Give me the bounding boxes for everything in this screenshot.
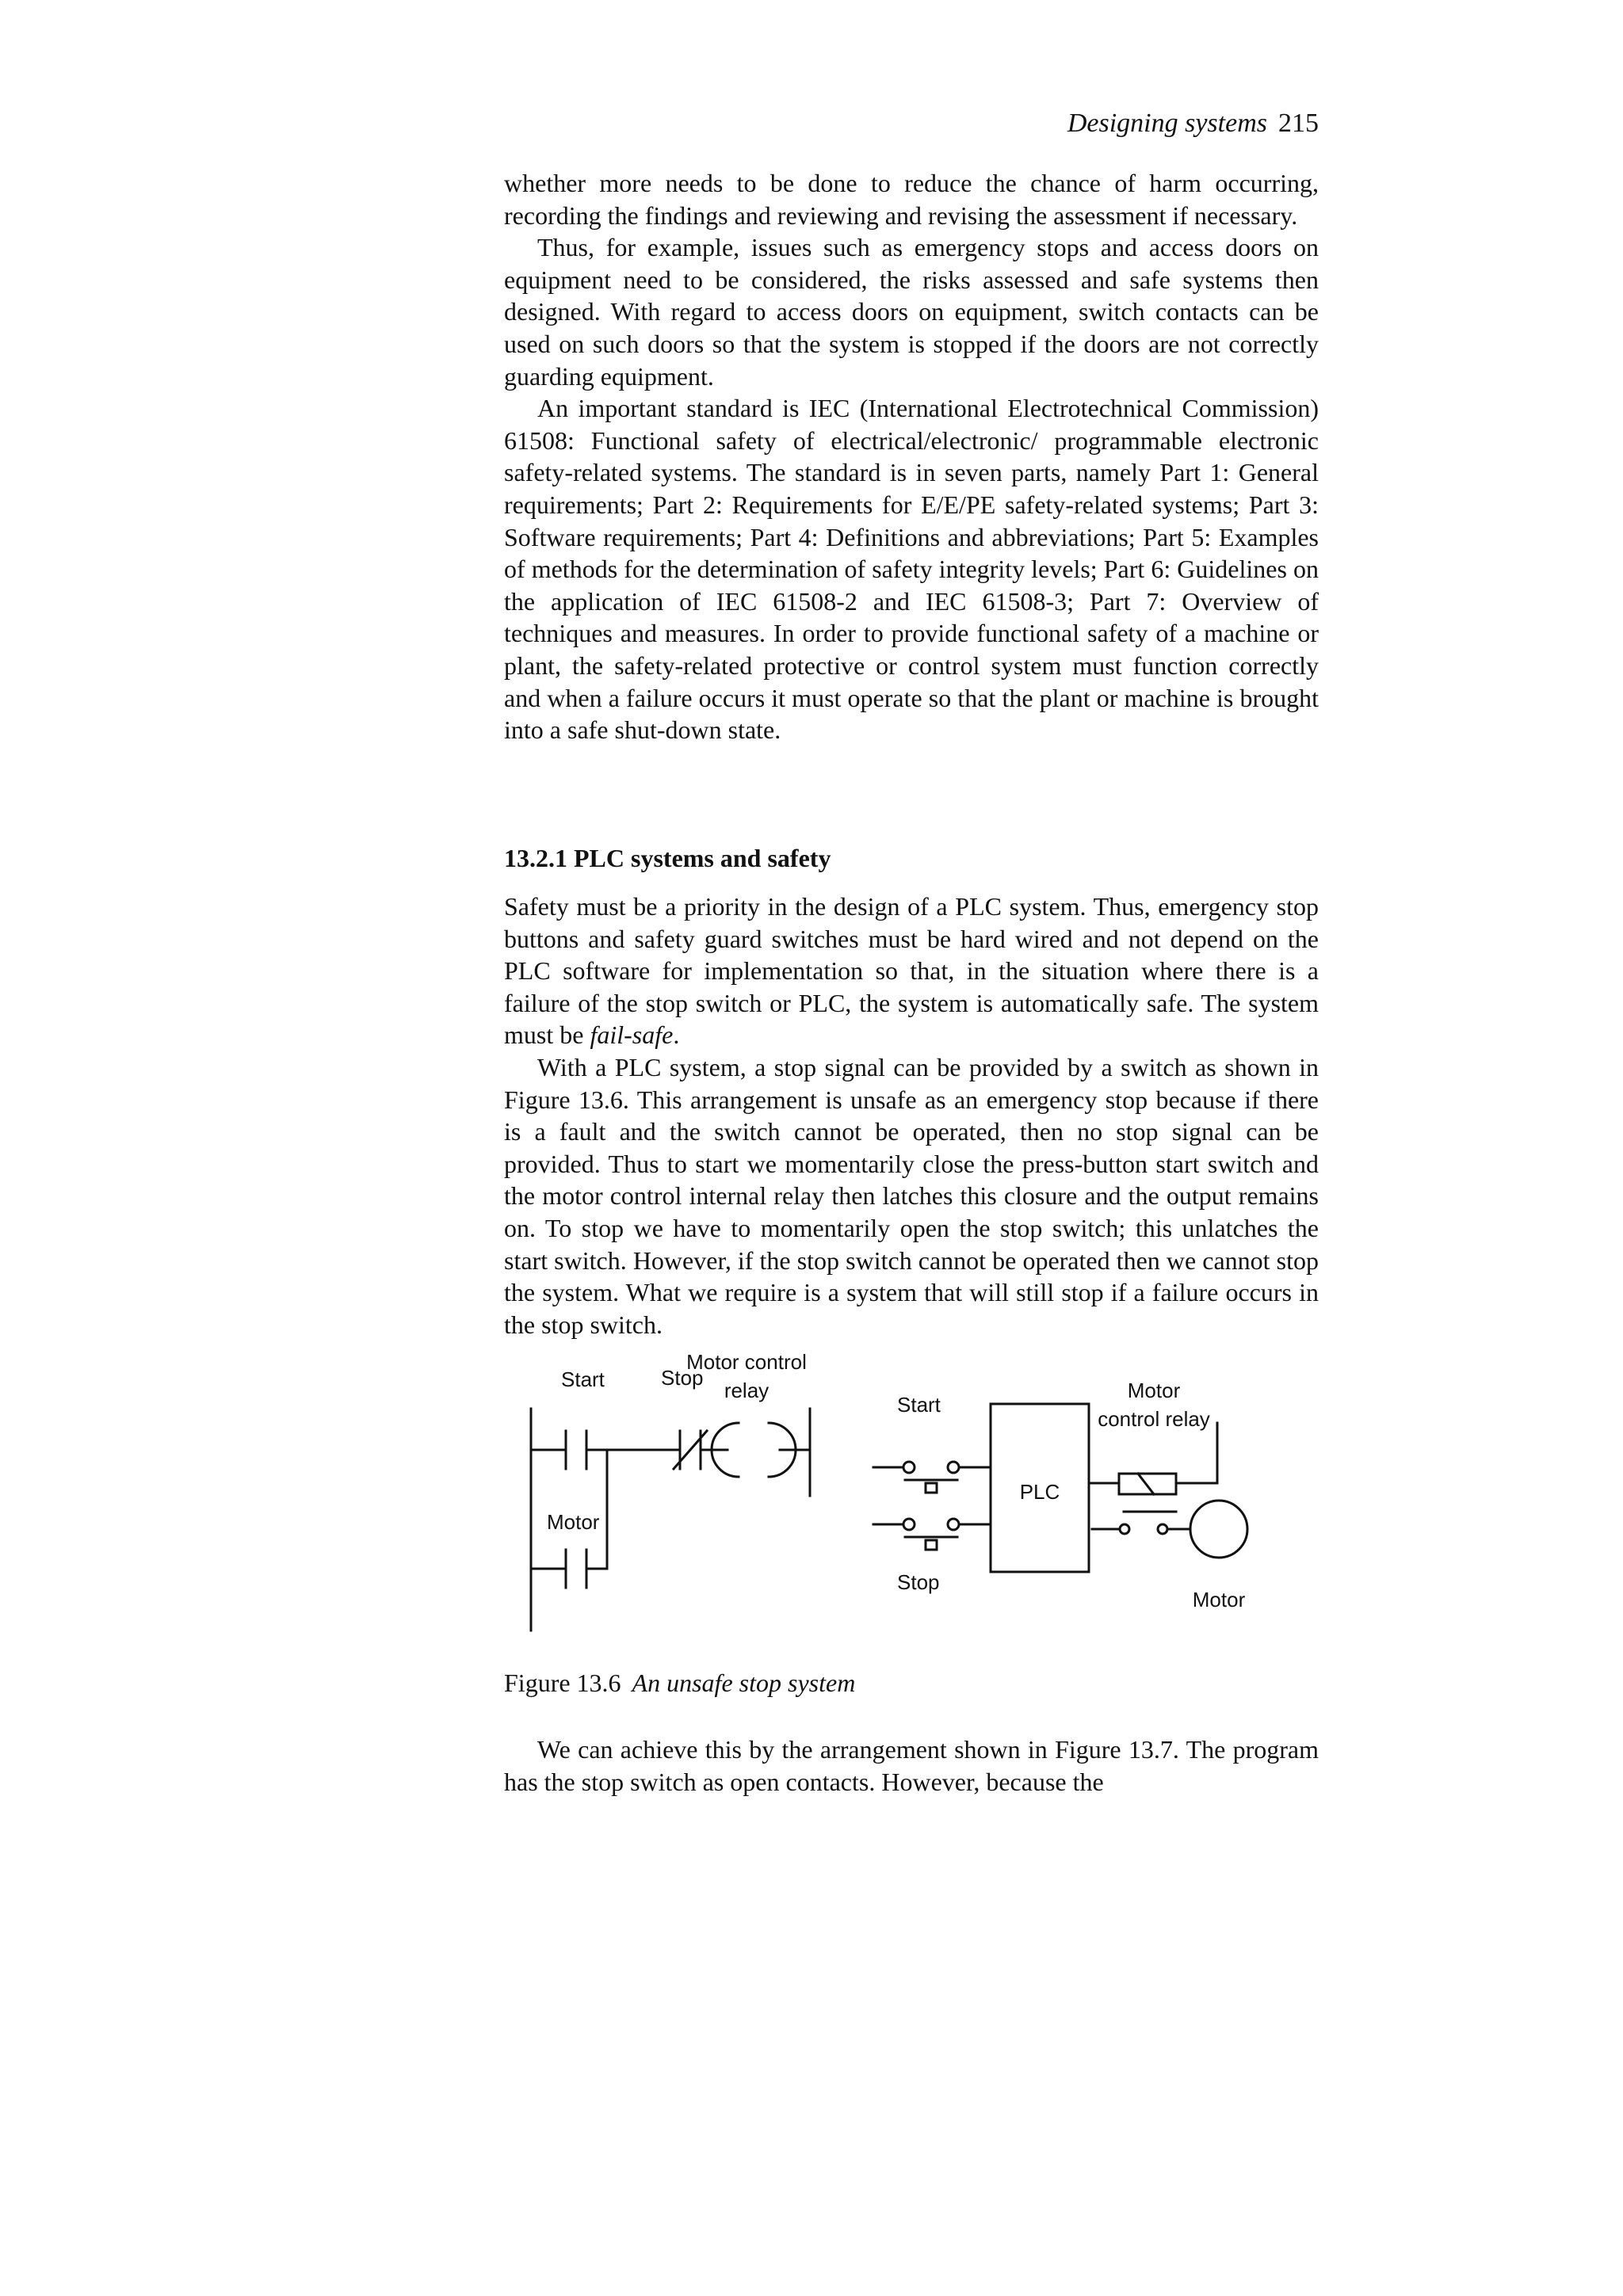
paragraph-emergency-stops: Thus, for example, issues such as emergency stops and access doors on equipment need to be considered, the risks assessed and safe systems then designed. With regard to access doors on equipment, switch contacts can be used on such doors so that the system is stopped if the doors are not correctly guarding equipment. [504, 233, 1319, 391]
label-start: Start [561, 1367, 605, 1391]
figure-13-6 [504, 1353, 1319, 1638]
label-motor-control: Motor control [686, 1353, 807, 1374]
caption-title: An unsafe stop system [632, 1669, 856, 1697]
section-heading: 13.2.1 PLC systems and safety [504, 844, 831, 872]
stop-button-actuator [926, 1540, 937, 1550]
paragraph-safety-priority [504, 891, 1319, 1051]
running-head-title: Designing systems [1067, 109, 1267, 138]
paragraph-figure-13-7: We can achieve this by the arrangement shown in Figure 13.7. The program has the stop switch as open contacts. However, because the [504, 1735, 1319, 1796]
stop-button-terminal [948, 1519, 959, 1530]
paragraph-safety-priority-text: Safety must be a priority in the design of a PLC system. Thus, emergency stop buttons and safety guard switches must be hard wired and not depend on the PLC software for implementation so that, in the situation where there is a failure of the stop switch or PLC, the system is automatically safe. The system must be [504, 892, 1319, 1050]
label-relay-line1: Motor [1127, 1379, 1181, 1402]
running-head [1067, 108, 1319, 139]
circuit-diagram [504, 1353, 1319, 1638]
label-relay-line2: control relay [1098, 1407, 1210, 1431]
start-button-actuator [926, 1483, 937, 1493]
text-block-upper [504, 167, 1319, 746]
start-button-terminal [903, 1462, 915, 1473]
figure-caption [504, 1667, 855, 1699]
stop-button-terminal [903, 1519, 915, 1530]
paragraph-stop-signal: With a PLC system, a stop signal can be provided by a switch as shown in Figure 13.6. This arrangement is unsafe as an emergency stop because if there is a fault and the switch cannot be operated, then no stop signal can be provided. Thus to start we momentarily close the press-button start switch and the motor control internal relay then latches this closure and the output remains on. To stop we have to momentarily open the stop switch; this unlatches the start switch. However, if the stop switch cannot be operated then we cannot stop the system. What we require is a system that will still stop if a failure occurs in the stop switch. [504, 1052, 1319, 1339]
label-motor-contact: Motor [547, 1510, 600, 1534]
label-plc: PLC [1019, 1480, 1060, 1504]
relay-contact-terminal [1158, 1524, 1167, 1534]
relay-contact-terminal [1120, 1524, 1129, 1534]
relay-coil-symbol [1119, 1474, 1176, 1494]
label-stop: Stop [661, 1366, 704, 1390]
paragraph-safety-priority-end: . [673, 1020, 680, 1050]
page-number: 215 [1278, 109, 1319, 138]
start-button-terminal [948, 1462, 959, 1473]
label-stop-button: Stop [897, 1570, 940, 1594]
paragraph-continued: whether more needs to be done to reduce the chance of harm occurring, recording the findings and reviewing and revising the assessment if necessary. [504, 169, 1319, 230]
relay-coil-slash [1138, 1474, 1154, 1494]
text-block-lower [504, 1733, 1319, 1798]
label-motor: Motor [1192, 1588, 1246, 1611]
text-block-middle [504, 891, 1319, 1341]
emphasis-fail-safe: fail-safe [590, 1020, 674, 1050]
caption-number: Figure 13.6 [504, 1669, 621, 1697]
label-relay: relay [724, 1379, 769, 1402]
motor-symbol [1190, 1501, 1247, 1558]
label-start-button: Start [897, 1393, 941, 1417]
paragraph-iec-61508: An important standard is IEC (International Electrotechnical Commission) 61508: Functional safety of electrical/electronic/ programmable electronic safety-related systems. The standard is in seven parts, namely Part 1: General requirements; Part 2: Requirements for E/E/PE safety-related systems; Part 3: Software requirements; Part 4: Definitions and abbreviations; Part 5: Examples of methods for the determination of safety integrity levels; Part 6: Guidelines on the application of IEC 61508-2 and IEC 61508-3; Part 7: Overview of techniques and measures. In order to provide functional safety of a machine or plant, the safety-related protective or control system must function correctly and when a failure occurs it must operate so that the plant or machine is brought into a safe shut-down state. [504, 394, 1319, 745]
section-block [504, 842, 1319, 874]
